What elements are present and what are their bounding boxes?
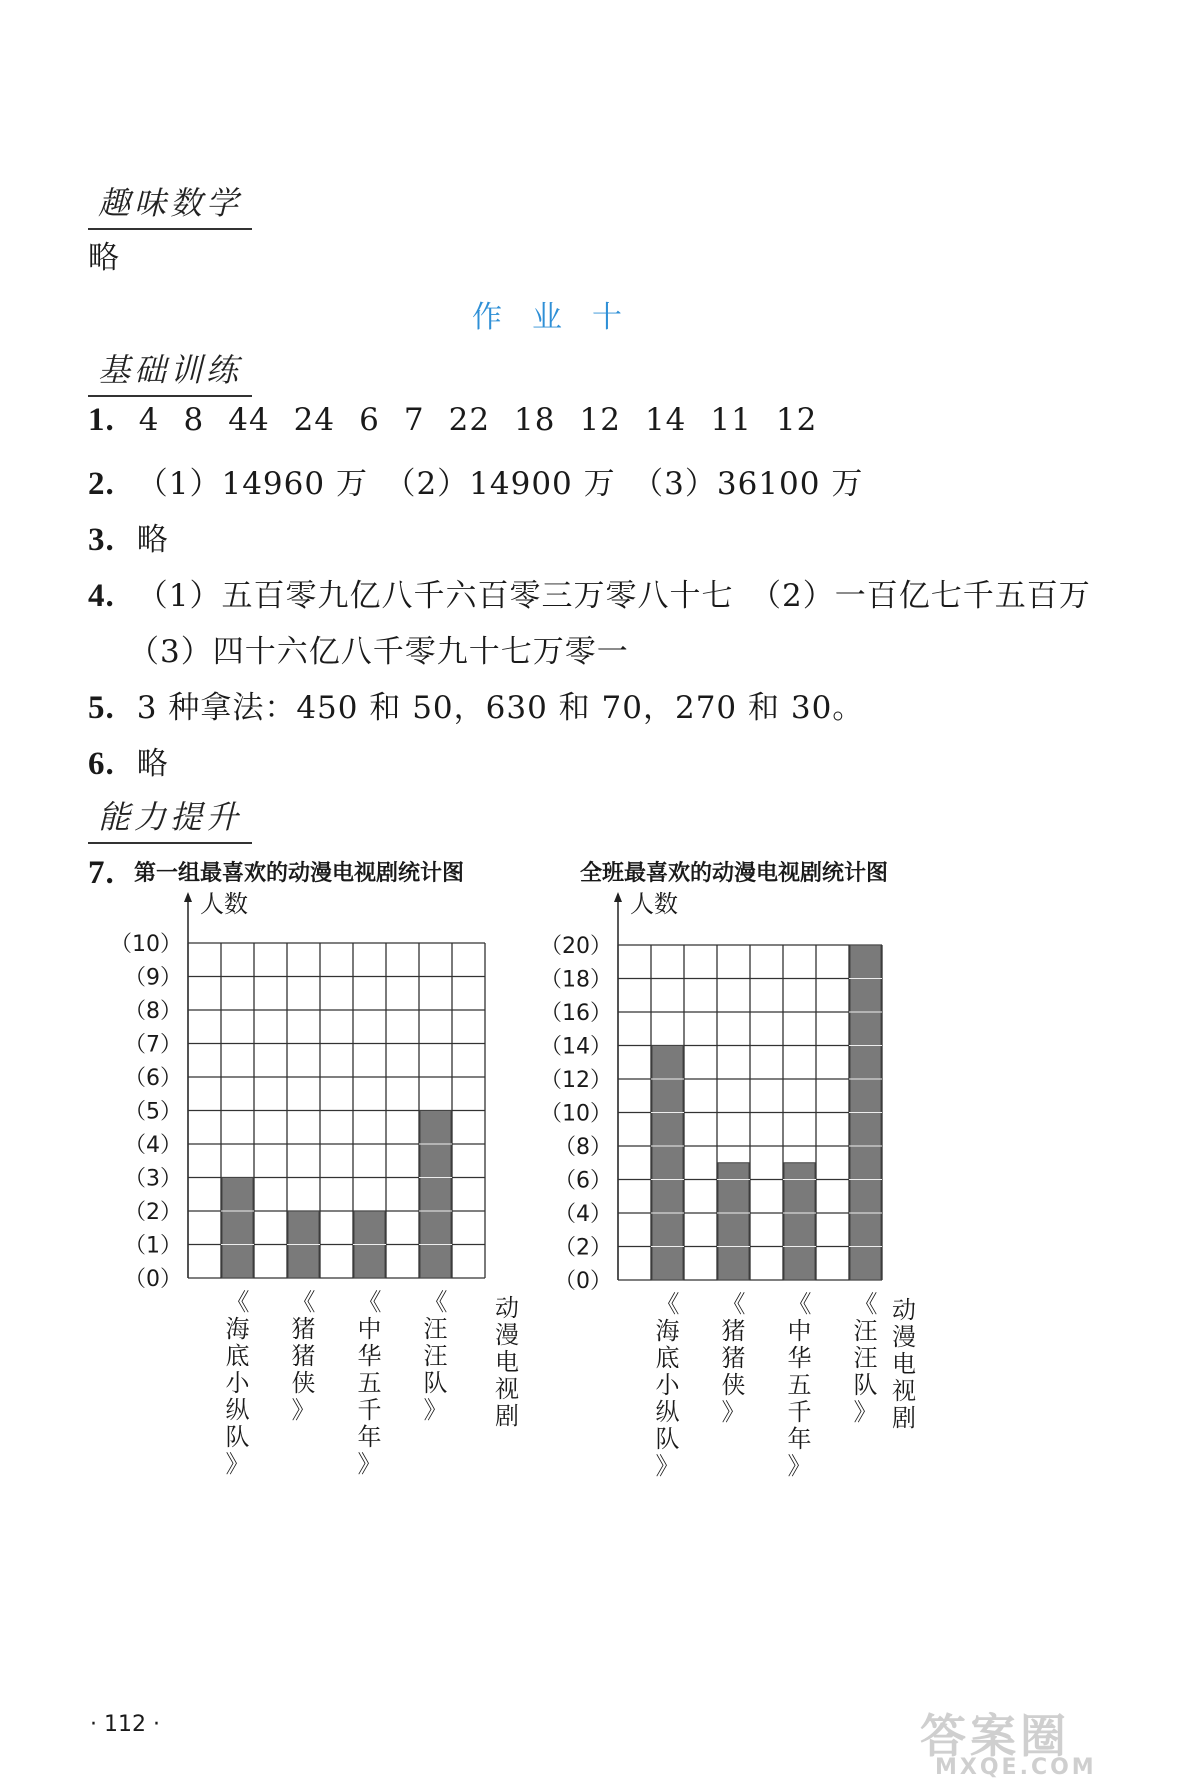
y-axis-arrow <box>614 892 622 902</box>
x-category-label-char: 年 <box>357 1423 382 1451</box>
x-category-label-char: 海 <box>655 1317 680 1345</box>
x-axis-label-char: 视 <box>495 1375 519 1403</box>
x-category-label-char: 《 <box>357 1288 382 1316</box>
x-axis-label-char: 漫 <box>495 1321 519 1349</box>
answer-text: 略 <box>136 746 169 782</box>
x-category-label-char: 队 <box>853 1371 878 1399</box>
x-category-label-char: 猪 <box>291 1342 316 1370</box>
answer-q2 <box>88 458 863 503</box>
y-tick-label: （6） <box>124 1066 182 1091</box>
x-category-label-char: 《 <box>787 1290 812 1318</box>
answer-value: 12 <box>579 402 621 438</box>
y-tick-label: （6） <box>554 1168 612 1194</box>
x-category-label-char: 》 <box>787 1452 812 1480</box>
homework-title <box>472 292 652 336</box>
y-axis-arrow <box>184 892 192 902</box>
answer-value: 8 <box>183 402 205 438</box>
x-category-label-char: 《 <box>721 1290 746 1318</box>
x-category-label-char: 华 <box>357 1342 382 1370</box>
y-tick-label: （3） <box>124 1166 182 1192</box>
answer-q1 <box>88 402 841 439</box>
homework-title-char: 业 <box>532 300 562 335</box>
x-category-label-char: 队 <box>423 1369 448 1397</box>
y-tick-label: （16） <box>540 1001 612 1026</box>
answer-text: （1）14960 万 （2）14900 万 （3）36100 万 <box>136 466 864 502</box>
x-category-label-char: 队 <box>225 1423 250 1451</box>
y-tick-label: （2） <box>554 1235 612 1261</box>
homework-title-char: 作 <box>472 300 502 335</box>
chart-group-one <box>110 850 570 1478</box>
x-category-label-char: 中 <box>357 1315 382 1343</box>
question-number: 1. <box>88 402 115 438</box>
x-axis-label-char: 剧 <box>495 1402 519 1430</box>
y-tick-label: （8） <box>124 999 182 1024</box>
answer-value: 11 <box>710 402 752 438</box>
x-category-label-char: 》 <box>853 1398 878 1426</box>
answer-value: 24 <box>293 402 336 438</box>
answer-value: 7 <box>403 402 425 438</box>
x-category-label-char: 《 <box>291 1288 316 1316</box>
homework-title-char: 十 <box>592 300 622 335</box>
question-number: 6. <box>88 746 115 782</box>
y-tick-label: （4） <box>124 1133 182 1158</box>
answer-text: 略 <box>136 522 169 558</box>
x-category-label-char: 《 <box>423 1288 448 1316</box>
chart-title: 全班最喜欢的动漫电视剧统计图 <box>580 861 889 886</box>
x-category-label-char: 猪 <box>291 1315 316 1343</box>
question-number: 4. <box>88 578 115 614</box>
x-category-label-char: 猪 <box>721 1317 746 1345</box>
answer-value: 18 <box>514 402 556 438</box>
x-category-label-char: 千 <box>357 1396 382 1424</box>
question-number: 5. <box>88 690 115 726</box>
x-category-label-char: 侠 <box>721 1371 746 1399</box>
bar <box>420 1111 451 1279</box>
y-tick-label: （8） <box>554 1135 612 1160</box>
watermark-logo: 答案圈 <box>920 1709 1070 1763</box>
y-tick-label: （1） <box>124 1233 182 1259</box>
y-tick-label: （10） <box>540 1101 612 1127</box>
y-tick-label: （9） <box>124 965 182 991</box>
answer-value: 6 <box>359 402 380 438</box>
x-category-label-char: 《 <box>655 1290 680 1318</box>
answer-text: （1）五百零九亿八千六百零三万零八十七 （2）一百亿七千五百万 <box>136 578 1091 614</box>
bar <box>222 1178 253 1279</box>
y-tick-label: （10） <box>110 932 182 957</box>
fun-math-answer: 略 <box>88 240 120 276</box>
section-title-fun-math: 趣味数学 <box>88 178 252 230</box>
x-category-label-char: 中 <box>787 1317 812 1345</box>
bar <box>718 1163 749 1280</box>
x-category-label-char: 汪 <box>423 1315 448 1343</box>
x-category-label-char: 五 <box>357 1369 382 1397</box>
x-axis-label-char: 电 <box>892 1350 916 1378</box>
answer-q4 <box>88 570 1091 615</box>
answer-q5 <box>88 682 864 727</box>
x-category-label-char: 海 <box>225 1315 250 1343</box>
x-category-label-char: 》 <box>423 1396 448 1424</box>
y-tick-label: （0） <box>554 1269 612 1294</box>
question-number: 2. <box>88 466 115 502</box>
y-tick-label: （12） <box>540 1068 612 1093</box>
x-category-label-char: 五 <box>787 1371 812 1399</box>
x-category-label-char: 底 <box>655 1344 680 1372</box>
answer-value: 44 <box>228 402 270 438</box>
answer-q4-line2: （3）四十六亿八千零九十七万零一 <box>128 634 629 670</box>
x-category-label-char: 华 <box>787 1344 812 1372</box>
question-number: 3. <box>88 522 115 558</box>
x-axis-label-char: 视 <box>892 1377 916 1405</box>
x-axis-label-char: 电 <box>495 1348 519 1376</box>
x-category-label-char: 年 <box>787 1425 812 1453</box>
x-category-label-char: 千 <box>787 1398 812 1426</box>
y-tick-label: （20） <box>540 934 612 959</box>
x-category-label-char: 侠 <box>291 1369 316 1397</box>
y-tick-label: （0） <box>124 1267 182 1292</box>
y-tick-label: （5） <box>124 1099 182 1125</box>
answer-q6 <box>88 738 169 783</box>
x-axis-label-char: 动 <box>495 1294 519 1322</box>
x-category-label-char: 小 <box>655 1371 680 1399</box>
x-category-label-char: 猪 <box>721 1344 746 1372</box>
chart-whole-class <box>540 850 1000 1480</box>
x-category-label-char: 》 <box>291 1396 316 1424</box>
x-category-label-char: 》 <box>225 1450 250 1478</box>
answer-text: 3 种拿法：450 和 50，630 和 70，270 和 30。 <box>136 690 865 726</box>
answer-value: 4 <box>138 402 160 438</box>
x-category-label-char: 队 <box>655 1425 680 1453</box>
answer-value: 22 <box>448 402 491 438</box>
chart-title: 第一组最喜欢的动漫电视剧统计图 <box>134 861 465 886</box>
x-category-label-char: 汪 <box>853 1344 878 1372</box>
question-number: 7. <box>88 855 115 891</box>
y-tick-label: （2） <box>124 1200 182 1225</box>
x-category-label-char: 底 <box>225 1342 250 1370</box>
y-tick-label: （7） <box>124 1032 182 1058</box>
x-category-label-char: 》 <box>357 1450 382 1478</box>
x-category-label-char: 《 <box>225 1288 250 1316</box>
y-tick-label: （14） <box>540 1034 612 1060</box>
section-title-ability: 能力提升 <box>88 792 252 844</box>
answer-q3 <box>88 514 169 559</box>
x-axis-label-char: 漫 <box>892 1323 916 1351</box>
x-category-label-char: 《 <box>853 1290 878 1318</box>
answer-value: 14 <box>644 402 687 438</box>
x-category-label-char: 》 <box>655 1452 680 1480</box>
x-axis-label-char: 动 <box>892 1296 916 1324</box>
bar <box>652 1046 683 1281</box>
x-category-label-char: 小 <box>225 1369 250 1397</box>
x-category-label-char: 纵 <box>225 1396 250 1424</box>
page-number: · 112 · <box>90 1712 160 1737</box>
x-category-label-char: 纵 <box>655 1398 680 1426</box>
watermark-url: MXQE.COM <box>935 1755 1097 1780</box>
x-category-label-char: 汪 <box>423 1342 448 1370</box>
section-title-basic-training: 基础训练 <box>88 345 252 397</box>
y-axis-label: 人数 <box>200 890 248 918</box>
y-tick-label: （18） <box>540 967 612 993</box>
bar <box>784 1163 815 1280</box>
y-tick-label: （4） <box>554 1202 612 1227</box>
x-axis-label-char: 剧 <box>892 1404 916 1432</box>
answer-value: 12 <box>775 402 818 438</box>
y-axis-label: 人数 <box>630 890 678 918</box>
x-category-label-char: 汪 <box>853 1317 878 1345</box>
x-category-label-char: 》 <box>721 1398 746 1426</box>
